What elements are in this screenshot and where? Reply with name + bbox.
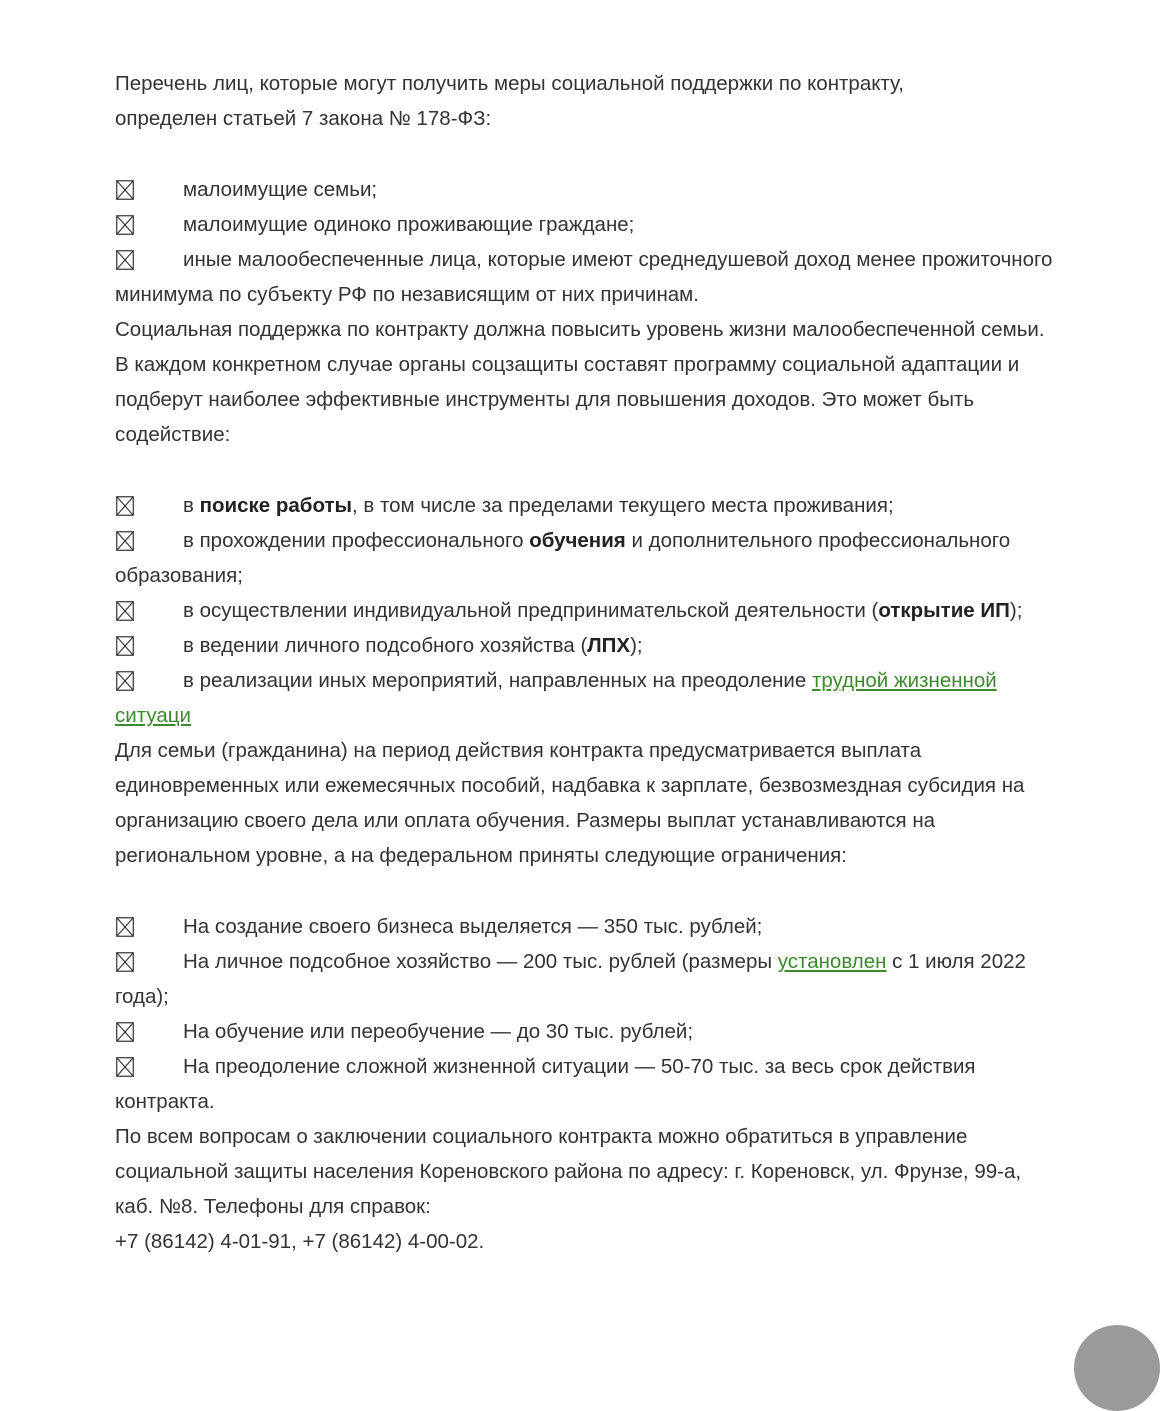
list-item-text: иные малообеспеченные лица, которые имеют среднедушевой доход менее прожиточного минимума по субъекту РФ по независящим от них причинам.: [115, 248, 1053, 306]
article-content: [115, 66, 1060, 1259]
contact-paragraph: По всем вопросам о заключении социального контракта можно обратиться в управление социальной защиты населения Кореновского района по адресу: г. Кореновск, ул. Фрунзе, 99-а, каб. №8. Телефоны для справок:: [115, 1125, 1022, 1218]
list-item: [115, 207, 1060, 242]
checkbox-cross-icon: [115, 207, 183, 242]
intro-line-1: Перечень лиц, которые могут получить меры социальной поддержки по контракту,: [115, 72, 904, 95]
spacer: [115, 873, 1060, 909]
scroll-to-top-button[interactable]: [1074, 1325, 1160, 1411]
checkbox-cross-icon: [115, 1049, 183, 1084]
list-item-text: в: [183, 494, 200, 517]
spacer: [115, 452, 1060, 488]
list-item: [115, 523, 1060, 593]
list-item-bold: обучения: [529, 529, 626, 552]
checkbox-cross-icon: [115, 909, 183, 944]
list-item: [115, 909, 1060, 944]
support-paragraph: Социальная поддержка по контракту должна повысить уровень жизни малообеспеченной семьи. В каждом конкретном случае органы соцзащиты составят программу социальной адаптации и подберут наиболее эффективные инструменты для повышения доходов. Это может быть содействие:: [115, 318, 1045, 446]
checkbox-cross-icon: [115, 488, 183, 523]
checkbox-cross-icon: [115, 593, 183, 628]
list-item-text: с 1 июля 2022 года);: [115, 950, 1026, 1008]
list-item-bold: поиске работы: [199, 494, 353, 517]
established-link[interactable]: установлен: [777, 950, 887, 973]
eligible-list: [115, 172, 1060, 312]
list-item-text: На преодоление сложной жизненной ситуации — 50-70 тыс. за весь срок действия контракта.: [115, 1055, 976, 1113]
list-item-text: );: [630, 634, 643, 657]
list-item: [115, 663, 1060, 733]
checkbox-cross-icon: [115, 944, 183, 979]
list-item-text: и дополнительного профессионального образования;: [115, 529, 1011, 587]
assistance-list: [115, 488, 1060, 733]
list-item: [115, 593, 1060, 628]
list-item-text: );: [1009, 599, 1023, 622]
list-item-text: малоимущие семьи;: [183, 178, 378, 201]
list-item-text: На обучение или переобучение — до 30 тыс. рублей;: [183, 1020, 694, 1043]
checkbox-cross-icon: [115, 1014, 183, 1049]
limits-list: [115, 909, 1060, 1119]
checkbox-cross-icon: [115, 628, 183, 663]
list-item: [115, 1049, 1060, 1119]
checkbox-cross-icon: [115, 242, 183, 277]
checkbox-cross-icon: [115, 523, 183, 558]
list-item: [115, 944, 1060, 1014]
phone-numbers: +7 (86142) 4-01-91, +7 (86142) 4-00-02.: [115, 1230, 485, 1253]
list-item: [115, 172, 1060, 207]
list-item-text: , в том числе за пределами текущего места проживания;: [352, 494, 894, 517]
list-item-bold: ЛПХ: [587, 634, 631, 657]
list-item-text: в ведении личного подсобного хозяйства (: [183, 634, 588, 657]
list-item-text: в осуществлении индивидуальной предпринимательской деятельности (: [183, 599, 879, 622]
list-item: [115, 628, 1060, 663]
checkbox-cross-icon: [115, 172, 183, 207]
list-item-text: На личное подсобное хозяйство — 200 тыс. рублей (размеры: [183, 950, 778, 973]
spacer: [115, 136, 1060, 172]
list-item-text: в прохождении профессионального: [183, 529, 530, 552]
difficult-situation-link[interactable]: трудной жизненной ситуаци: [115, 669, 997, 727]
list-item: [115, 242, 1060, 312]
checkbox-cross-icon: [115, 663, 183, 698]
list-item: [115, 1014, 1060, 1049]
list-item-bold: открытие ИП: [878, 599, 1010, 622]
payments-paragraph: Для семьи (гражданина) на период действия контракта предусматривается выплата единовременных или ежемесячных пособий, надбавка к зарплате, безвозмездная субсидия на организацию своего дела или оплата обучения. Размеры выплат устанавливаются на региональном уровне, а на федеральном приняты следующие ограничения:: [115, 739, 1025, 867]
intro-paragraph: [115, 66, 1060, 136]
intro-line-2: определен статьей 7 закона № 178-ФЗ:: [115, 107, 492, 130]
list-item-text: На создание своего бизнеса выделяется — 350 тыс. рублей;: [183, 915, 763, 938]
list-item: [115, 488, 1060, 523]
list-item-text: малоимущие одиноко проживающие граждане;: [183, 213, 635, 236]
list-item-text: в реализации иных мероприятий, направленных на преодоление: [183, 669, 812, 692]
